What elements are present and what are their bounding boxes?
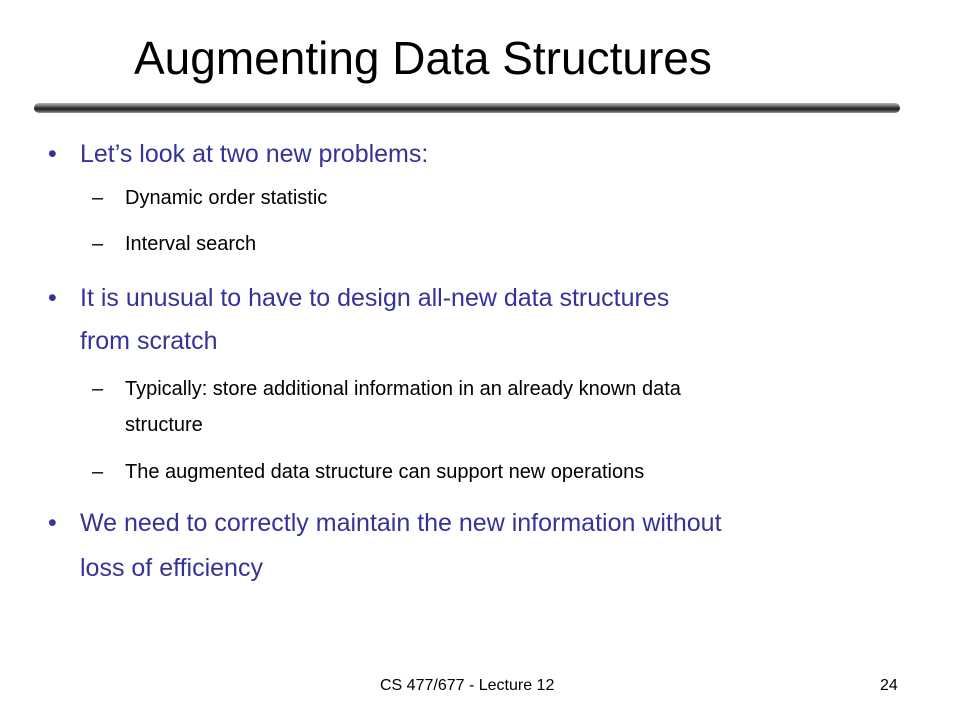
title-divider [34, 103, 900, 113]
slide-title: Augmenting Data Structures [134, 32, 712, 84]
sub-bullet-text: Interval search [125, 233, 257, 255]
dash-marker: – [92, 233, 104, 255]
sub-bullet-text-line: Typically: store additional information in an already known data [125, 378, 681, 400]
slide-number: 24 [880, 677, 898, 694]
bullet-marker: • [48, 509, 57, 537]
bullet-text-line: loss of efficiency [80, 554, 263, 582]
bullet-text-line: It is unusual to have to design all-new data structures [80, 284, 670, 312]
dash-marker: – [92, 461, 104, 483]
bullet-text-line: We need to correctly maintain the new information without [80, 509, 722, 537]
bullet-marker: • [48, 284, 57, 312]
bullet-text: Let’s look at two new problems: [80, 140, 429, 168]
sub-bullet-text-line: structure [125, 414, 203, 436]
bullet-marker: • [48, 140, 57, 168]
bullet-text-line: from scratch [80, 327, 218, 355]
footer-course-label: CS 477/677 - Lecture 12 [380, 677, 555, 694]
sub-bullet-text: The augmented data structure can support new operations [125, 461, 645, 483]
dash-marker: – [92, 187, 104, 209]
sub-bullet-text: Dynamic order statistic [125, 187, 328, 209]
dash-marker: – [92, 378, 104, 400]
